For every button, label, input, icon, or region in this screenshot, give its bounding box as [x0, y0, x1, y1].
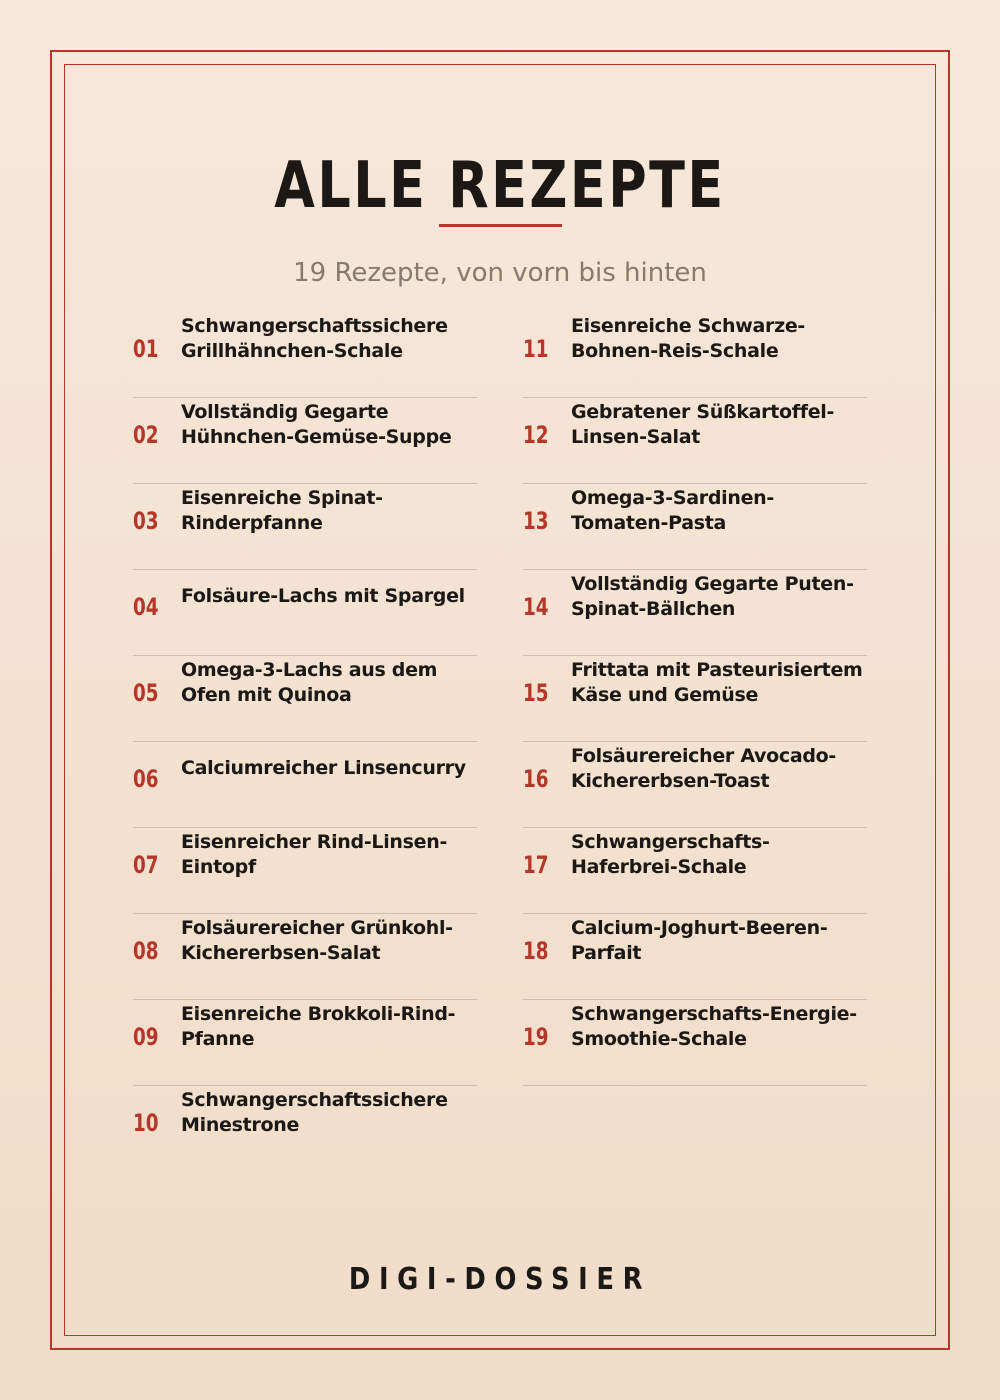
recipe-name: Schwangerschafts-Energie-Smoothie-Schale	[571, 1003, 857, 1050]
recipe-number: 05	[133, 679, 159, 707]
recipe-name: Folsäurereicher Grünkohl-Kichererbsen-Salat	[181, 917, 453, 964]
title-underline	[439, 224, 562, 227]
recipe-name: Calciumreicher Linsencurry	[181, 757, 466, 779]
recipe-name: Schwangerschaftssichere Grillhähnchen-Schale	[181, 315, 448, 362]
recipe-name: Eisenreiche Spinat-Rinderpfanne	[181, 487, 383, 534]
recipe-number: 15	[523, 679, 549, 707]
recipe-item[interactable]	[133, 742, 477, 828]
recipe-list-right	[523, 312, 867, 1086]
recipe-item[interactable]	[133, 914, 477, 1000]
recipe-name: Vollständig Gegarte Hühnchen-Gemüse-Suppe	[181, 401, 452, 448]
recipe-number: 07	[133, 851, 159, 879]
recipe-item[interactable]	[133, 570, 477, 656]
recipe-number: 02	[133, 421, 159, 449]
recipe-name: Folsäurereicher Avocado-Kichererbsen-Toast	[571, 745, 837, 792]
recipe-name: Folsäure-Lachs mit Spargel	[181, 585, 465, 607]
recipe-number: 12	[523, 421, 549, 449]
recipe-number: 01	[133, 335, 159, 363]
recipe-name: Omega-3-Sardinen-Tomaten-Pasta	[571, 487, 774, 534]
recipe-item[interactable]	[133, 312, 477, 398]
recipe-item[interactable]	[523, 312, 867, 398]
recipe-item[interactable]	[133, 656, 477, 742]
recipe-item[interactable]	[133, 1000, 477, 1086]
recipe-name: Eisenreiche Schwarze-Bohnen-Reis-Schale	[571, 315, 806, 362]
recipe-number: 06	[133, 765, 159, 793]
recipe-number: 03	[133, 507, 159, 535]
recipe-item[interactable]	[523, 656, 867, 742]
recipe-item[interactable]	[523, 398, 867, 484]
recipe-name: Schwangerschaftssichere Minestrone	[181, 1089, 448, 1136]
page-subtitle: 19 Rezepte, von vorn bis hinten	[293, 258, 707, 288]
recipe-name: Schwangerschafts-Haferbrei-Schale	[571, 831, 770, 878]
recipe-number: 18	[523, 937, 549, 965]
recipe-item[interactable]	[523, 828, 867, 914]
recipe-item[interactable]	[133, 398, 477, 484]
recipe-name: Vollständig Gegarte Puten-Spinat-Bällchen	[571, 573, 854, 620]
recipe-number: 10	[133, 1109, 159, 1137]
recipe-name: Eisenreicher Rind-Linsen-Eintopf	[181, 831, 448, 878]
recipe-item[interactable]	[523, 742, 867, 828]
recipe-list-left	[133, 312, 477, 1172]
recipe-item[interactable]	[523, 1000, 867, 1086]
recipe-name: Omega-3-Lachs aus dem Ofen mit Quinoa	[181, 659, 438, 706]
recipe-number: 16	[523, 765, 549, 793]
recipe-number: 04	[133, 593, 159, 621]
recipe-item[interactable]	[133, 484, 477, 570]
recipe-number: 19	[523, 1023, 549, 1051]
recipe-number: 14	[523, 593, 549, 621]
brand-footer: DIGI-DOSSIER	[348, 1262, 652, 1297]
recipe-item[interactable]	[523, 484, 867, 570]
recipe-number: 17	[523, 851, 549, 879]
recipe-name: Gebratener Süßkartoffel-Linsen-Salat	[571, 401, 835, 448]
recipe-number: 11	[523, 335, 549, 363]
recipe-item[interactable]	[523, 570, 867, 656]
recipe-item[interactable]	[133, 828, 477, 914]
recipe-name: Eisenreiche Brokkoli-Rind-Pfanne	[181, 1003, 456, 1050]
recipe-item[interactable]	[523, 914, 867, 1000]
recipe-name: Frittata mit Pasteurisiertem Käse und Gemüse	[571, 659, 863, 706]
recipe-item[interactable]	[133, 1086, 477, 1172]
recipe-number: 09	[133, 1023, 159, 1051]
recipe-name: Calcium-Joghurt-Beeren-Parfait	[571, 917, 828, 964]
page-title: ALLE REZEPTE	[274, 149, 726, 223]
recipe-number: 13	[523, 507, 549, 535]
recipe-number: 08	[133, 937, 159, 965]
